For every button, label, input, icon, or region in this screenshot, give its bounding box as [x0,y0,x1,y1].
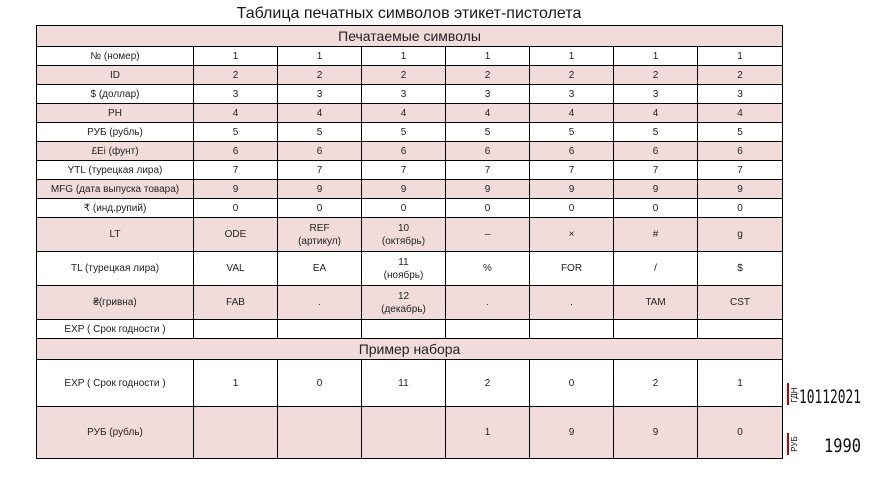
table-cell: 0 [194,199,278,218]
row-label: LT [37,218,194,252]
row-label: РУБ (рубль) [37,123,194,142]
table-cell: × [530,218,614,252]
table-cell [194,407,278,459]
table-cell: 2 [278,66,362,85]
table-cell: 0 [278,360,362,407]
table-row [37,199,783,218]
table-cell: 1 [530,47,614,66]
stamp-price-prefix: РУБ [790,436,799,452]
table-cell [530,320,614,339]
table-row [37,104,783,123]
table-cell: 4 [614,104,698,123]
table-row [37,123,783,142]
row-label: ₹ (инд.рупий) [37,199,194,218]
table-cell: 0 [614,199,698,218]
table-cell: 7 [194,161,278,180]
table-cell: 4 [698,104,783,123]
table-cell: 9 [614,180,698,199]
table-row [37,360,783,407]
stamp-price [784,429,864,459]
table-cell: 4 [278,104,362,123]
table-cell: 4 [530,104,614,123]
row-label: РУБ (рубль) [37,407,194,459]
table-cell: % [446,252,530,286]
table-cell: – [446,218,530,252]
table-cell: 5 [614,123,698,142]
table-cell: . [530,286,614,320]
table-cell: # [614,218,698,252]
table-cell: 2 [530,66,614,85]
stamp-price-value: 1990 [824,435,861,457]
table-cell [446,320,530,339]
row-label: EXP ( Срок годности ) [37,360,194,407]
table-cell: 11 (ноябрь) [362,252,446,286]
table-cell: 6 [278,142,362,161]
row-label: £Ei (фунт) [37,142,194,161]
table-cell: 1 [698,47,783,66]
table-cell: 3 [530,85,614,104]
row-label: ₴(гривна) [37,286,194,320]
table-cell: 7 [698,161,783,180]
table-cell: 3 [194,85,278,104]
table-cell: 1 [194,47,278,66]
table-cell: 5 [194,123,278,142]
table-cell: . [278,286,362,320]
table-cell: 1 [446,407,530,459]
table-cell: 1 [194,360,278,407]
table-row [37,142,783,161]
row-label: PH [37,104,194,123]
table-cell: 3 [446,85,530,104]
table-cell: 9 [530,407,614,459]
symbols-table [36,25,783,459]
table-cell [614,320,698,339]
stamp-expiry [784,379,864,409]
table-cell: 7 [278,161,362,180]
table-cell: 2 [698,66,783,85]
page-title: Таблица печатных символов этикет-пистолета [236,5,582,22]
table-cell: 12 (декабрь) [362,286,446,320]
table-cell: 0 [362,199,446,218]
table-cell: 9 [278,180,362,199]
table-cell: 2 [194,66,278,85]
table-cell: 7 [362,161,446,180]
row-label: TL (турецкая лира) [37,252,194,286]
table-cell: 5 [530,123,614,142]
table-cell: 6 [530,142,614,161]
table-cell [278,407,362,459]
table-cell: 0 [530,360,614,407]
table-cell: VAL [194,252,278,286]
table-cell [362,407,446,459]
table-cell [698,320,783,339]
table-cell: 0 [530,199,614,218]
table-cell: 9 [698,180,783,199]
table-cell: 3 [362,85,446,104]
table-cell: 7 [446,161,530,180]
table-row [37,47,783,66]
table-cell: 10 (октябрь) [362,218,446,252]
table-row [37,407,783,459]
table-row [37,85,783,104]
table-row [37,252,783,286]
table-row [37,180,783,199]
table-row [37,286,783,320]
table-cell: 3 [698,85,783,104]
table-cell: 5 [278,123,362,142]
table-cell: 5 [362,123,446,142]
table-cell: 6 [614,142,698,161]
table-cell: 1 [698,360,783,407]
table-cell: 9 [194,180,278,199]
table-cell: 2 [446,360,530,407]
table-cell: 1 [278,47,362,66]
table-cell: . [446,286,530,320]
table-row [37,218,783,252]
row-label: ID [37,66,194,85]
table-cell: TAM [614,286,698,320]
row-label: $ (доллар) [37,85,194,104]
table-cell: 3 [278,85,362,104]
table-cell: 6 [446,142,530,161]
table-cell: 5 [446,123,530,142]
table-cell: 9 [614,407,698,459]
table-cell: 4 [446,104,530,123]
table-cell: / [614,252,698,286]
table-cell: 3 [614,85,698,104]
table-cell [362,320,446,339]
table-cell: 2 [614,66,698,85]
table-cell: 4 [194,104,278,123]
table-cell: ODE [194,218,278,252]
table-cell: EA [278,252,362,286]
table-cell: 0 [698,199,783,218]
table-cell: 7 [614,161,698,180]
table-cell: 2 [614,360,698,407]
stamp-expiry-prefix: ГДН [790,387,799,403]
section-header-example: Пример набора [37,339,783,360]
table-cell: 9 [362,180,446,199]
section-header-printable: Печатаемые символы [37,26,783,47]
table-cell: 9 [530,180,614,199]
table-cell [194,320,278,339]
table-cell: 5 [698,123,783,142]
table-cell: 1 [614,47,698,66]
table-cell: 1 [362,47,446,66]
table-cell: 11 [362,360,446,407]
table-cell: REF (артикул) [278,218,362,252]
table-cell: 6 [362,142,446,161]
table-cell: FOR [530,252,614,286]
table-cell: 7 [530,161,614,180]
table-cell: CST [698,286,783,320]
table-cell: 2 [446,66,530,85]
table-cell: 0 [446,199,530,218]
table-cell: $ [698,252,783,286]
row-label: EXP ( Срок годности ) [37,320,194,339]
table-cell: g [698,218,783,252]
table-cell [278,320,362,339]
table-row [37,66,783,85]
stamp-expiry-value: 10112021 [799,386,861,408]
table-cell: 0 [278,199,362,218]
row-label: YTL (турецкая лира) [37,161,194,180]
table-cell: 0 [698,407,783,459]
table-cell: 4 [362,104,446,123]
table-row [37,320,783,339]
table-cell: 9 [446,180,530,199]
table-cell: 2 [362,66,446,85]
table-cell: 1 [446,47,530,66]
table-cell: 6 [698,142,783,161]
row-label: № (номер) [37,47,194,66]
row-label: MFG (дата выпуска товара) [37,180,194,199]
table-cell: 6 [194,142,278,161]
table-cell: FAB [194,286,278,320]
table-row [37,161,783,180]
